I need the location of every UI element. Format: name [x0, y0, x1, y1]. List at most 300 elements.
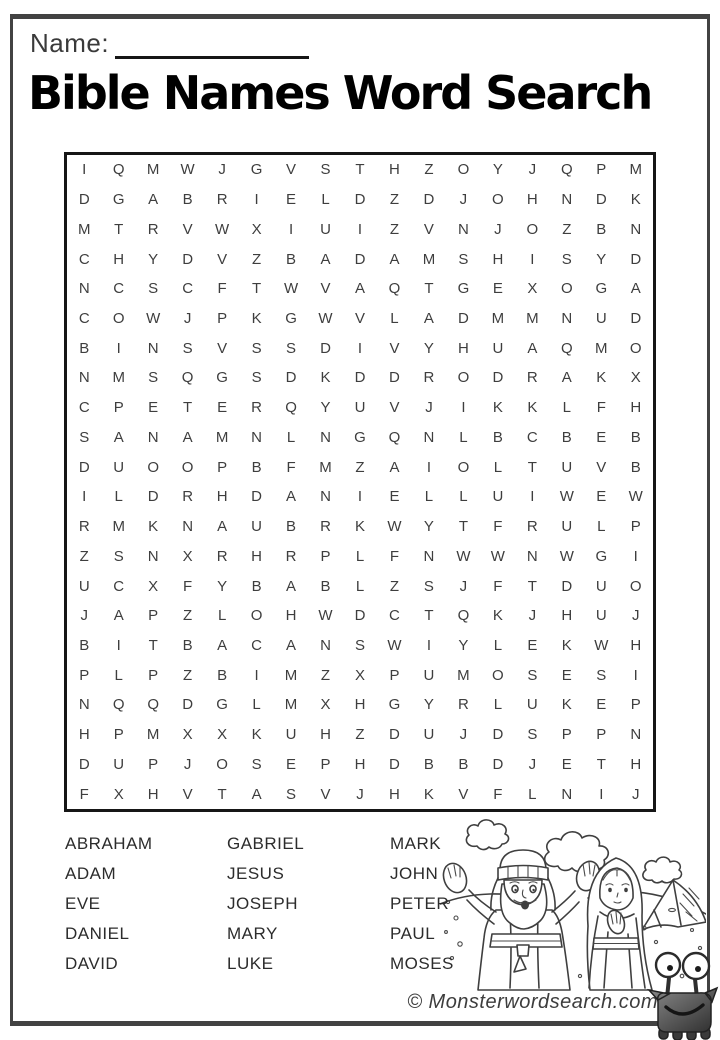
grid-cell-r13-c8[interactable]: R [320, 518, 331, 536]
grid-cell-r9-c8[interactable]: Y [320, 399, 331, 417]
grid-cell-r14-c16[interactable]: G [595, 547, 608, 565]
grid-cell-r18-c12[interactable]: M [457, 666, 470, 684]
grid-cell-r12-c5[interactable]: H [216, 488, 228, 506]
grid-cell-r8-c4[interactable]: Q [181, 369, 194, 387]
grid-cell-r2-c2[interactable]: G [112, 191, 125, 209]
grid-cell-r5-c17[interactable]: A [630, 280, 641, 298]
grid-cell-r8-c5[interactable]: G [216, 369, 228, 387]
grid-cell-r15-c10[interactable]: Z [389, 577, 400, 595]
grid-cell-r3-c8[interactable]: U [320, 220, 331, 238]
grid-cell-r1-c7[interactable]: V [286, 161, 297, 179]
grid-cell-r16-c6[interactable]: O [250, 607, 263, 625]
grid-cell-r9-c17[interactable]: H [630, 399, 642, 417]
grid-cell-r16-c4[interactable]: Z [183, 607, 193, 625]
grid-cell-r20-c9[interactable]: Z [355, 726, 365, 744]
grid-cell-r7-c10[interactable]: V [389, 339, 400, 357]
name-blank-line[interactable] [115, 30, 309, 59]
grid-cell-r19-c8[interactable]: X [320, 696, 331, 714]
grid-cell-r15-c12[interactable]: J [459, 577, 468, 595]
grid-cell-r16-c9[interactable]: D [354, 607, 366, 625]
grid-cell-r17-c15[interactable]: K [561, 636, 572, 654]
grid-cell-r8-c8[interactable]: K [320, 369, 331, 387]
grid-cell-r13-c7[interactable]: B [286, 518, 297, 536]
grid-cell-r21-c12[interactable]: B [458, 755, 469, 773]
grid-cell-r18-c10[interactable]: P [389, 666, 400, 684]
grid-cell-r8-c1[interactable]: N [78, 369, 90, 387]
grid-cell-r7-c13[interactable]: U [492, 339, 504, 357]
grid-cell-r4-c7[interactable]: B [286, 250, 297, 268]
grid-cell-r3-c10[interactable]: Z [389, 220, 400, 238]
grid-cell-r1-c4[interactable]: W [180, 161, 195, 179]
grid-cell-r5-c1[interactable]: N [78, 280, 90, 298]
grid-cell-r17-c13[interactable]: L [493, 636, 503, 654]
grid-cell-r20-c5[interactable]: X [217, 726, 228, 744]
grid-cell-r8-c11[interactable]: R [423, 369, 435, 387]
grid-cell-r6-c16[interactable]: U [595, 309, 607, 327]
grid-cell-r1-c9[interactable]: T [355, 161, 365, 179]
grid-cell-r8-c9[interactable]: D [354, 369, 366, 387]
grid-cell-r4-c2[interactable]: H [113, 250, 125, 268]
grid-cell-r13-c4[interactable]: N [182, 518, 194, 536]
grid-cell-r13-c16[interactable]: L [597, 518, 606, 536]
grid-cell-r19-c6[interactable]: L [252, 696, 261, 714]
grid-cell-r10-c16[interactable]: E [596, 428, 607, 446]
grid-cell-r5-c12[interactable]: G [457, 280, 470, 298]
grid-cell-r9-c12[interactable]: I [461, 399, 466, 417]
grid-cell-r4-c10[interactable]: A [389, 250, 400, 268]
grid-cell-r17-c4[interactable]: B [182, 636, 193, 654]
grid-cell-r5-c13[interactable]: E [492, 280, 503, 298]
grid-cell-r11-c7[interactable]: F [286, 458, 296, 476]
grid-cell-r21-c1[interactable]: D [78, 755, 90, 773]
grid-cell-r22-c11[interactable]: K [423, 785, 434, 803]
grid-cell-r15-c15[interactable]: D [561, 577, 573, 595]
grid-cell-r22-c14[interactable]: L [528, 785, 537, 803]
grid-cell-r4-c9[interactable]: D [354, 250, 366, 268]
grid-cell-r19-c13[interactable]: L [493, 696, 503, 714]
grid-cell-r20-c16[interactable]: P [596, 726, 607, 744]
grid-cell-r3-c11[interactable]: V [423, 220, 434, 238]
grid-cell-r5-c16[interactable]: G [595, 280, 608, 298]
grid-cell-r14-c4[interactable]: X [182, 547, 193, 565]
grid-cell-r21-c13[interactable]: D [492, 755, 504, 773]
grid-cell-r5-c15[interactable]: O [560, 280, 573, 298]
grid-cell-r12-c11[interactable]: L [424, 488, 434, 506]
grid-cell-r4-c12[interactable]: S [458, 250, 469, 268]
grid-cell-r13-c13[interactable]: F [493, 518, 503, 536]
grid-cell-r3-c3[interactable]: R [147, 220, 159, 238]
grid-cell-r4-c1[interactable]: C [78, 250, 90, 268]
grid-cell-r3-c13[interactable]: J [494, 220, 502, 238]
grid-cell-r22-c13[interactable]: F [493, 785, 503, 803]
grid-cell-r7-c17[interactable]: O [629, 339, 642, 357]
grid-cell-r5-c11[interactable]: T [424, 280, 434, 298]
grid-cell-r12-c17[interactable]: W [628, 488, 643, 506]
grid-cell-r9-c1[interactable]: C [78, 399, 90, 417]
grid-cell-r4-c3[interactable]: Y [148, 250, 159, 268]
grid-cell-r10-c13[interactable]: B [492, 428, 503, 446]
grid-cell-r6-c8[interactable]: W [318, 309, 333, 327]
grid-cell-r5-c3[interactable]: S [148, 280, 159, 298]
grid-cell-r17-c14[interactable]: E [527, 636, 538, 654]
grid-cell-r11-c12[interactable]: O [457, 458, 470, 476]
grid-cell-r2-c6[interactable]: I [254, 191, 259, 209]
grid-cell-r16-c8[interactable]: W [318, 607, 333, 625]
grid-cell-r19-c16[interactable]: E [596, 696, 607, 714]
grid-cell-r4-c11[interactable]: M [422, 250, 436, 268]
grid-cell-r4-c4[interactable]: D [182, 250, 194, 268]
grid-cell-r11-c6[interactable]: B [251, 458, 262, 476]
grid-cell-r22-c16[interactable]: I [599, 785, 604, 803]
grid-cell-r14-c9[interactable]: L [355, 547, 365, 565]
grid-cell-r17-c11[interactable]: I [426, 636, 432, 654]
grid-cell-r12-c14[interactable]: I [530, 488, 535, 506]
grid-cell-r10-c4[interactable]: A [182, 428, 193, 446]
grid-cell-r20-c14[interactable]: S [527, 726, 538, 744]
grid-cell-r21-c4[interactable]: J [183, 755, 192, 773]
grid-cell-r7-c4[interactable]: S [182, 339, 193, 357]
grid-cell-r1-c13[interactable]: Y [492, 161, 503, 179]
grid-cell-r20-c17[interactable]: N [630, 726, 642, 744]
grid-cell-r22-c7[interactable]: S [286, 785, 297, 803]
grid-cell-r5-c7[interactable]: W [283, 280, 299, 298]
grid-cell-r14-c6[interactable]: H [251, 547, 262, 565]
grid-cell-r10-c15[interactable]: B [561, 428, 572, 446]
grid-cell-r3-c14[interactable]: O [526, 220, 539, 238]
grid-cell-r16-c7[interactable]: H [285, 607, 297, 625]
grid-cell-r9-c10[interactable]: V [389, 399, 400, 417]
grid-cell-r18-c11[interactable]: U [423, 666, 435, 684]
grid-cell-r13-c9[interactable]: K [354, 518, 365, 536]
grid-cell-r20-c6[interactable]: K [251, 726, 262, 744]
grid-cell-r1-c16[interactable]: P [596, 161, 607, 179]
grid-cell-r14-c10[interactable]: F [389, 547, 400, 565]
grid-cell-r10-c6[interactable]: N [251, 428, 262, 446]
grid-cell-r18-c2[interactable]: L [114, 666, 123, 684]
grid-cell-r8-c15[interactable]: A [561, 369, 572, 387]
grid-cell-r2-c16[interactable]: D [595, 191, 607, 209]
grid-cell-r2-c5[interactable]: R [216, 191, 228, 209]
grid-cell-r13-c6[interactable]: U [251, 518, 262, 536]
grid-cell-r16-c12[interactable]: Q [457, 607, 470, 625]
grid-cell-r18-c8[interactable]: Z [320, 666, 331, 684]
grid-cell-r7-c9[interactable]: I [357, 339, 363, 357]
grid-cell-r13-c15[interactable]: U [561, 518, 573, 536]
grid-cell-r14-c7[interactable]: R [285, 547, 297, 565]
grid-cell-r9-c11[interactable]: J [425, 399, 433, 417]
grid-cell-r10-c3[interactable]: N [147, 428, 159, 446]
grid-cell-r10-c2[interactable]: A [113, 428, 124, 446]
grid-cell-r12-c13[interactable]: U [492, 488, 504, 506]
grid-cell-r14-c1[interactable]: Z [79, 547, 89, 565]
grid-cell-r9-c2[interactable]: P [113, 399, 124, 417]
grid-cell-r10-c10[interactable]: Q [388, 428, 401, 446]
grid-cell-r1-c10[interactable]: H [389, 161, 400, 179]
grid-cell-r20-c13[interactable]: D [492, 726, 504, 744]
grid-cell-r19-c7[interactable]: M [284, 696, 298, 714]
grid-cell-r8-c16[interactable]: K [596, 369, 607, 387]
grid-cell-r10-c11[interactable]: N [423, 428, 435, 446]
grid-cell-r1-c12[interactable]: O [457, 161, 470, 179]
grid-cell-r12-c16[interactable]: E [596, 488, 607, 506]
grid-cell-r16-c2[interactable]: A [113, 607, 124, 625]
grid-cell-r18-c3[interactable]: P [148, 666, 159, 684]
grid-cell-r14-c5[interactable]: R [216, 547, 228, 565]
grid-cell-r14-c2[interactable]: S [113, 547, 124, 565]
grid-cell-r15-c7[interactable]: A [286, 577, 297, 595]
grid-cell-r2-c13[interactable]: O [492, 191, 504, 209]
grid-cell-r1-c3[interactable]: M [146, 161, 160, 179]
grid-cell-r5-c10[interactable]: Q [388, 280, 401, 298]
grid-cell-r21-c10[interactable]: D [389, 755, 400, 773]
grid-cell-r21-c2[interactable]: U [113, 755, 125, 773]
grid-cell-r11-c10[interactable]: A [389, 458, 400, 476]
grid-cell-r1-c6[interactable]: G [250, 161, 263, 179]
grid-cell-r19-c1[interactable]: N [78, 696, 90, 714]
grid-cell-r21-c17[interactable]: H [630, 755, 642, 773]
grid-cell-r10-c12[interactable]: L [459, 428, 468, 446]
grid-cell-r20-c8[interactable]: H [320, 726, 331, 744]
grid-cell-r5-c14[interactable]: X [527, 280, 538, 298]
grid-cell-r17-c3[interactable]: T [148, 636, 158, 654]
grid-cell-r3-c17[interactable]: N [630, 220, 642, 238]
grid-cell-r6-c2[interactable]: O [112, 309, 125, 327]
grid-cell-r14-c17[interactable]: I [633, 547, 638, 565]
grid-cell-r12-c8[interactable]: N [320, 488, 331, 506]
grid-cell-r12-c3[interactable]: D [147, 488, 159, 506]
grid-cell-r3-c2[interactable]: T [114, 220, 124, 238]
grid-cell-r6-c13[interactable]: M [491, 309, 505, 327]
grid-cell-r20-c7[interactable]: U [285, 726, 297, 744]
grid-cell-r8-c7[interactable]: D [285, 369, 297, 387]
grid-cell-r19-c14[interactable]: U [526, 696, 538, 714]
grid-cell-r15-c3[interactable]: X [148, 577, 159, 595]
grid-cell-r1-c8[interactable]: S [320, 161, 331, 179]
grid-cell-r15-c13[interactable]: F [493, 577, 503, 595]
grid-cell-r7-c2[interactable]: I [116, 339, 121, 357]
grid-cell-r12-c15[interactable]: W [559, 488, 574, 506]
grid-cell-r9-c16[interactable]: F [596, 399, 606, 417]
grid-cell-r4-c8[interactable]: A [320, 250, 331, 268]
grid-cell-r19-c10[interactable]: G [388, 696, 401, 714]
grid-cell-r3-c5[interactable]: W [215, 220, 230, 238]
grid-cell-r6-c10[interactable]: L [390, 309, 399, 327]
grid-cell-r10-c9[interactable]: G [354, 428, 366, 446]
grid-cell-r4-c5[interactable]: V [217, 250, 228, 268]
grid-cell-r20-c3[interactable]: M [146, 726, 160, 744]
grid-cell-r20-c2[interactable]: P [113, 726, 124, 744]
grid-cell-r3-c7[interactable]: I [288, 220, 294, 238]
grid-cell-r11-c16[interactable]: V [596, 458, 607, 476]
grid-cell-r8-c17[interactable]: X [630, 369, 641, 387]
grid-cell-r4-c13[interactable]: H [492, 250, 504, 268]
grid-cell-r20-c15[interactable]: P [561, 726, 572, 744]
grid-cell-r15-c11[interactable]: S [423, 577, 434, 595]
grid-cell-r21-c11[interactable]: B [423, 755, 434, 773]
grid-cell-r15-c14[interactable]: T [527, 577, 537, 595]
grid-cell-r14-c3[interactable]: N [147, 547, 159, 565]
grid-cell-r20-c12[interactable]: J [459, 726, 468, 744]
grid-cell-r22-c6[interactable]: A [251, 785, 262, 803]
grid-cell-r8-c10[interactable]: D [389, 369, 400, 387]
grid-cell-r13-c14[interactable]: R [526, 518, 538, 536]
grid-cell-r7-c12[interactable]: H [457, 339, 469, 357]
grid-cell-r14-c14[interactable]: N [526, 547, 538, 565]
grid-cell-r17-c1[interactable]: B [79, 636, 90, 654]
grid-cell-r11-c17[interactable]: B [630, 458, 641, 476]
grid-cell-r6-c3[interactable]: W [146, 309, 161, 327]
grid-cell-r15-c16[interactable]: U [595, 577, 607, 595]
grid-cell-r6-c1[interactable]: C [78, 309, 90, 327]
grid-cell-r21-c7[interactable]: E [286, 755, 297, 773]
grid-cell-r4-c16[interactable]: Y [596, 250, 607, 268]
grid-cell-r22-c5[interactable]: T [217, 785, 227, 803]
grid-cell-r16-c17[interactable]: J [632, 607, 640, 625]
grid-cell-r18-c16[interactable]: S [596, 666, 607, 684]
grid-cell-r13-c11[interactable]: Y [423, 518, 434, 536]
grid-cell-r1-c2[interactable]: Q [112, 161, 125, 179]
grid-cell-r9-c15[interactable]: L [562, 399, 571, 417]
grid-cell-r14-c12[interactable]: W [456, 547, 471, 565]
grid-cell-r6-c11[interactable]: A [423, 309, 434, 327]
grid-cell-r18-c17[interactable]: I [633, 666, 638, 684]
grid-cell-r11-c3[interactable]: O [147, 458, 159, 476]
grid-cell-r16-c16[interactable]: U [595, 607, 607, 625]
grid-cell-r10-c8[interactable]: N [320, 428, 331, 446]
grid-cell-r5-c9[interactable]: A [354, 280, 365, 298]
grid-cell-r3-c15[interactable]: Z [562, 220, 572, 238]
grid-cell-r18-c5[interactable]: B [217, 666, 228, 684]
grid-cell-r3-c1[interactable]: M [77, 220, 91, 238]
grid-cell-r22-c10[interactable]: H [389, 785, 400, 803]
grid-cell-r1-c5[interactable]: J [218, 161, 226, 179]
grid-cell-r12-c4[interactable]: R [182, 488, 194, 506]
grid-cell-r5-c6[interactable]: T [251, 280, 262, 298]
grid-cell-r16-c1[interactable]: J [80, 607, 88, 625]
grid-cell-r11-c8[interactable]: M [319, 458, 332, 476]
grid-cell-r11-c2[interactable]: U [113, 458, 125, 476]
grid-cell-r7-c15[interactable]: Q [560, 339, 573, 357]
grid-cell-r22-c15[interactable]: N [561, 785, 573, 803]
grid-cell-r11-c15[interactable]: U [561, 458, 573, 476]
grid-cell-r12-c7[interactable]: A [286, 488, 297, 506]
grid-cell-r9-c4[interactable]: T [183, 399, 193, 417]
grid-cell-r6-c5[interactable]: P [217, 309, 228, 327]
grid-cell-r9-c7[interactable]: Q [285, 399, 297, 417]
grid-cell-r13-c10[interactable]: W [387, 518, 402, 536]
grid-cell-r16-c10[interactable]: C [389, 607, 400, 625]
grid-cell-r17-c7[interactable]: A [286, 636, 297, 654]
grid-cell-r12-c10[interactable]: E [389, 488, 400, 506]
grid-cell-r12-c6[interactable]: D [251, 488, 262, 506]
grid-cell-r11-c11[interactable]: I [426, 458, 432, 476]
grid-cell-r2-c10[interactable]: Z [389, 191, 400, 209]
grid-cell-r9-c13[interactable]: K [492, 399, 503, 417]
grid-cell-r5-c2[interactable]: C [113, 280, 125, 298]
grid-cell-r2-c17[interactable]: K [630, 191, 641, 209]
grid-cell-r12-c12[interactable]: L [459, 488, 468, 506]
grid-cell-r3-c4[interactable]: V [182, 220, 193, 238]
grid-cell-r21-c16[interactable]: T [596, 755, 606, 773]
grid-cell-r7-c7[interactable]: S [286, 339, 297, 357]
grid-cell-r13-c12[interactable]: T [458, 518, 468, 536]
grid-cell-r22-c4[interactable]: V [182, 785, 193, 803]
grid-cell-r13-c5[interactable]: A [217, 518, 228, 536]
grid-cell-r21-c5[interactable]: O [216, 755, 228, 773]
grid-cell-r8-c6[interactable]: S [251, 369, 262, 387]
grid-cell-r11-c13[interactable]: L [493, 458, 503, 476]
grid-cell-r18-c4[interactable]: Z [183, 666, 193, 684]
grid-cell-r16-c11[interactable]: T [424, 607, 434, 625]
grid-cell-r21-c9[interactable]: H [354, 755, 366, 773]
grid-cell-r6-c7[interactable]: G [285, 309, 297, 327]
grid-cell-r15-c4[interactable]: F [183, 577, 193, 595]
grid-cell-r16-c14[interactable]: J [528, 607, 537, 625]
grid-cell-r8-c14[interactable]: R [526, 369, 538, 387]
grid-cell-r4-c15[interactable]: S [561, 250, 572, 268]
grid-cell-r1-c11[interactable]: Z [424, 161, 434, 179]
grid-cell-r11-c14[interactable]: T [527, 458, 537, 476]
grid-cell-r20-c10[interactable]: D [389, 726, 400, 744]
grid-cell-r2-c15[interactable]: N [561, 191, 573, 209]
grid-cell-r17-c16[interactable]: W [594, 636, 609, 654]
grid-cell-r1-c15[interactable]: Q [560, 161, 573, 179]
grid-cell-r7-c11[interactable]: Y [423, 339, 434, 357]
grid-cell-r11-c4[interactable]: O [181, 458, 194, 476]
grid-cell-r7-c8[interactable]: D [320, 339, 331, 357]
grid-cell-r18-c1[interactable]: P [79, 666, 90, 684]
grid-cell-r15-c6[interactable]: B [251, 577, 262, 595]
grid-cell-r17-c10[interactable]: W [387, 636, 402, 654]
grid-cell-r17-c6[interactable]: C [251, 636, 262, 654]
grid-cell-r2-c1[interactable]: D [78, 191, 90, 209]
grid-cell-r20-c4[interactable]: X [182, 726, 193, 744]
grid-cell-r18-c7[interactable]: M [284, 666, 298, 684]
grid-cell-r19-c11[interactable]: Y [423, 696, 434, 714]
grid-cell-r8-c13[interactable]: D [492, 369, 504, 387]
grid-cell-r20-c1[interactable]: H [78, 726, 90, 744]
grid-cell-r19-c9[interactable]: H [354, 696, 366, 714]
grid-cell-r19-c5[interactable]: G [216, 696, 228, 714]
grid-cell-r7-c3[interactable]: N [147, 339, 159, 357]
grid-cell-r2-c11[interactable]: D [423, 191, 435, 209]
grid-cell-r19-c12[interactable]: R [457, 696, 469, 714]
grid-cell-r21-c8[interactable]: P [320, 755, 331, 773]
grid-cell-r19-c17[interactable]: P [630, 696, 641, 714]
grid-cell-r11-c5[interactable]: P [217, 458, 228, 476]
grid-cell-r20-c11[interactable]: U [423, 726, 435, 744]
grid-cell-r12-c1[interactable]: I [82, 488, 87, 506]
grid-cell-r6-c4[interactable]: J [183, 309, 192, 327]
grid-cell-r19-c3[interactable]: Q [147, 696, 159, 714]
grid-cell-r11-c9[interactable]: Z [355, 458, 365, 476]
grid-cell-r5-c8[interactable]: V [320, 280, 331, 298]
grid-cell-r18-c14[interactable]: S [527, 666, 538, 684]
grid-cell-r22-c3[interactable]: H [147, 785, 159, 803]
grid-cell-r15-c8[interactable]: B [320, 577, 331, 595]
grid-cell-r14-c8[interactable]: P [320, 547, 331, 565]
grid-cell-r16-c3[interactable]: P [148, 607, 159, 625]
grid-cell-r5-c5[interactable]: F [217, 280, 227, 298]
grid-cell-r10-c5[interactable]: M [215, 428, 229, 446]
grid-cell-r13-c2[interactable]: M [112, 518, 125, 536]
grid-cell-r14-c11[interactable]: N [423, 547, 435, 565]
grid-cell-r1-c14[interactable]: J [528, 161, 537, 179]
grid-cell-r22-c1[interactable]: F [79, 785, 89, 803]
grid-cell-r17-c5[interactable]: A [217, 636, 228, 654]
grid-cell-r6-c15[interactable]: N [561, 309, 573, 327]
grid-cell-r12-c9[interactable]: I [357, 488, 363, 506]
